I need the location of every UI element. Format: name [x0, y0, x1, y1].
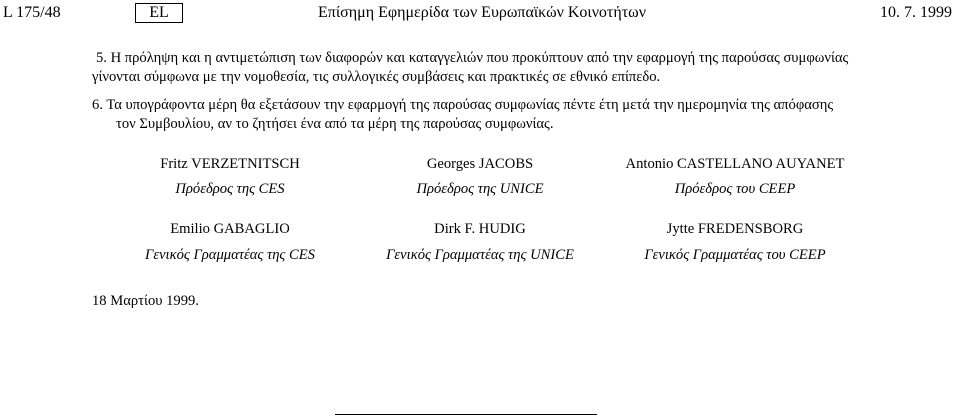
signatory-name: Jytte FREDENSBORG	[666, 221, 804, 237]
paragraph-line: τον Συμβουλίου, αν το ζητήσει ένα από τα μέρη της παρούσας συμφωνίας.	[116, 116, 554, 132]
signatory-role: Πρόεδρος της CES	[175, 181, 285, 197]
journal-title: Επίσημη Εφημερίδα των Ευρωπαϊκών Κοινοτήτων	[318, 4, 646, 21]
signatory-role: Γενικός Γραμματέας του CEEP	[644, 247, 826, 263]
signatory-name: Emilio GABAGLIO	[170, 221, 290, 237]
signatory-name: Antonio CASTELLANO AUYANET	[625, 156, 845, 172]
page-header	[0, 3, 960, 25]
paragraph-line: 5. Η πρόληψη και η αντιμετώπιση των διαφορών και καταγγελιών που προκύπτουν από την εφαρμογή της παρούσας συμφωνίας	[96, 50, 849, 66]
signatory-role: Πρόεδρος της UNICE	[416, 181, 544, 197]
paragraph-line: 6. Τα υπογράφοντα μέρη θα εξετάσουν την εφαρμογή της παρούσας συμφωνίας πέντε έτη μετά την ημερομηνία της απόφασης	[92, 97, 834, 113]
page-reference: L 175/48	[3, 4, 61, 21]
closing-date: 18 Μαρτίου 1999.	[92, 293, 199, 309]
signatory-name: Georges JACOBS	[426, 156, 534, 172]
paragraph-6	[92, 96, 952, 134]
publication-date: 10. 7. 1999	[880, 4, 952, 21]
footer-divider	[335, 414, 597, 415]
paragraph-line: γίνονται σύμφωνα με την νομοθεσία, τις συλλογικές συμβάσεις και πρακτικές σε εθνικό επίπεδο.	[92, 69, 661, 85]
language-code-box: EL	[135, 3, 183, 23]
signatory-name: Dirk F. HUDIG	[434, 221, 526, 237]
signatory-role: Πρόεδρος του CEEP	[674, 181, 796, 197]
paragraph-5	[92, 49, 956, 87]
signatory-role: Γενικός Γραμματέας της CES	[145, 247, 315, 263]
signatory-role: Γενικός Γραμματέας της UNICE	[386, 247, 574, 263]
signatory-name: Fritz VERZETNITSCH	[160, 156, 300, 172]
